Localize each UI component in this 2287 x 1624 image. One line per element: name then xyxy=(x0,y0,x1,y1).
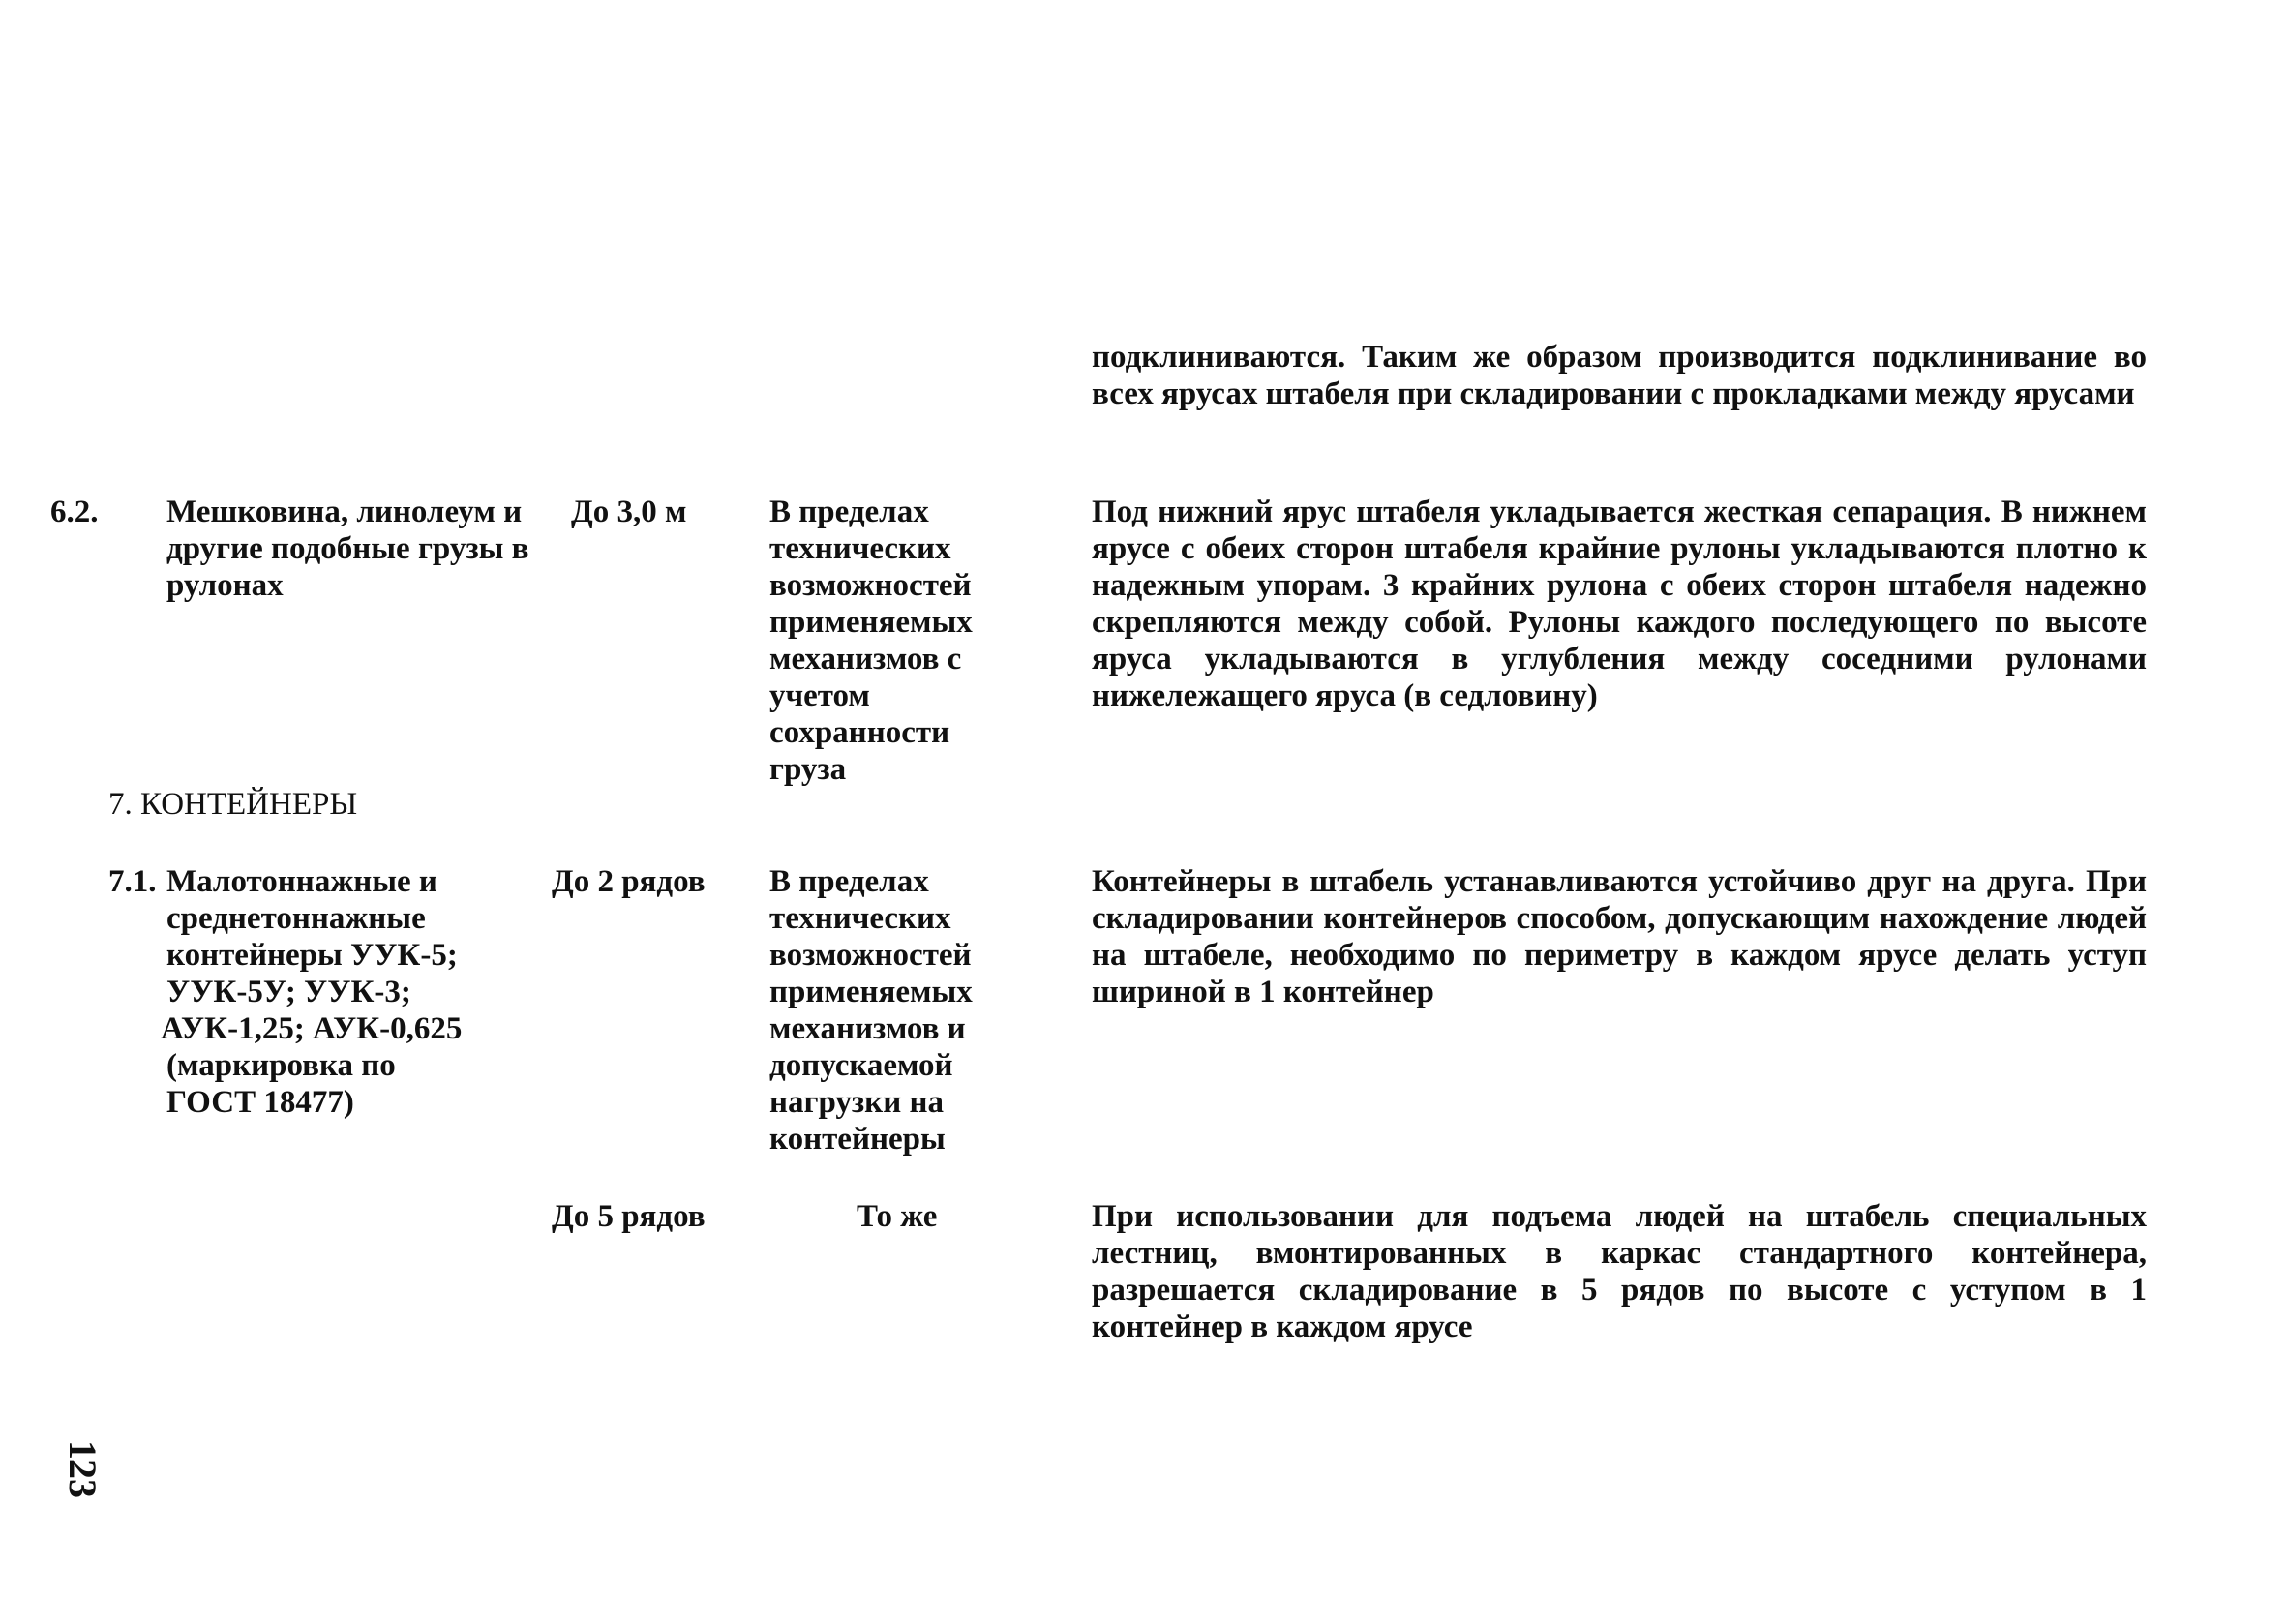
row-7-1-cargo xyxy=(108,863,534,1121)
row-7-1-number: 7.1. xyxy=(108,864,157,899)
row-6-2-cargo-text: Мешковина, линолеум и другие подобные грузы в рулонах xyxy=(166,495,529,603)
row-7-1-cargo-line: ГОСТ 18477) xyxy=(166,1085,354,1120)
section-heading: 7. КОНТЕЙНЕРЫ xyxy=(108,787,358,822)
row-7-1-cargo-line: АУК-1,25; АУК-0,625 xyxy=(161,1011,463,1046)
row-6-2-cargo xyxy=(50,494,573,604)
row-6-2-height: До 3,0 м xyxy=(571,495,687,529)
continuation-paragraph: подклиниваются. Таким же образом производится подклинивание во всех ярусах штабеля при складировании с прокладками между ярусами xyxy=(1092,340,2147,411)
row-6-2-limit: В пределах технических возможностей применяемых механизмов с учетом сохранности груза xyxy=(769,495,973,787)
row-7-1-cargo-line: контейнеры УУК-5; xyxy=(166,938,458,973)
row-6-2-number: 6.2. xyxy=(50,495,99,529)
row-7-1-cargo-line: среднетоннажные xyxy=(166,901,426,936)
row-7-1-height: До 2 рядов xyxy=(552,864,706,899)
row-7-1b-notes: При использовании для подъема людей на штабель специальных лестниц, вмонтированных в каркас стандартного контейнера, разрешается складирование в 5 рядов по высоте с уступом в 1 контейнер в каждом ярусе xyxy=(1092,1199,2147,1344)
page-number: 123 xyxy=(61,1440,105,1498)
row-7-1b-height: До 5 рядов xyxy=(552,1199,706,1234)
row-7-1-cargo-line: (маркировка по xyxy=(166,1048,396,1083)
row-6-2-notes: Под нижний ярус штабеля укладывается жесткая сепарация. В нижнем ярусе с обеих сторон штабеля крайние рулоны укладываются плотно к надежным упорам. 3 крайних рулона с обеих сторон штабеля надежно скрепляются между собой. Рулоны каждого последующего по высоте яруса укладываются в углубления между соседними рулонами нижележащего яруса (в седловину) xyxy=(1092,495,2147,713)
row-7-1-limit: В пределах технических возможностей применяемых механизмов и допускаемой нагрузки на контейнеры xyxy=(769,864,973,1157)
row-7-1-cargo-line: 7.1. Малотоннажные и xyxy=(108,864,437,899)
row-7-1-notes: Контейнеры в штабель устанавливаются устойчиво друг на друга. При складировании контейнеров способом, допускающим нахождение людей на штабеле, необходимо по периметру в каждом ярусе делать уступ шириной в 1 контейнер xyxy=(1092,864,2147,1009)
row-7-1b-limit: То же xyxy=(857,1199,938,1234)
row-7-1-cargo-line: УУК-5У; УУК-3; xyxy=(166,975,411,1009)
